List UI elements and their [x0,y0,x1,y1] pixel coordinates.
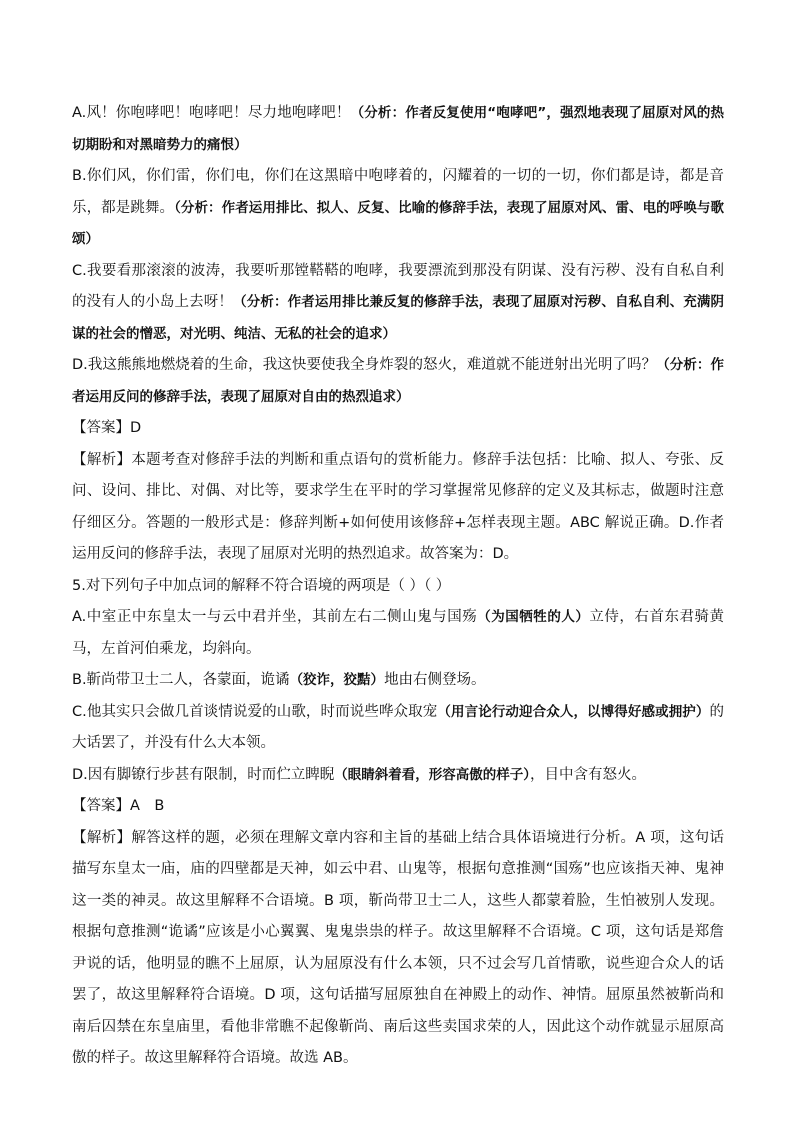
analysis-2 [72,823,724,1075]
q5-option-a-before: A.中室正中东皇太一与云中君并坐，其前左右二侧山鬼与国殇 [72,609,478,625]
q5-option-b [72,665,724,697]
option-a-analysis: （分析：作者反复使用“咆哮吧”，强烈地表现了屈原对风的热切期盼和对黑暗势力的痛恨） [72,105,724,153]
option-b [72,161,724,256]
analysis-2-text: 解答这样的题，必须在理解文章内容和主旨的基础上结合具体语境进行分析。A 项，这句话描写东皇太一庙，庙的四壁都是天神，如云中君、山鬼等，根据句意推测“国殇”也应该指天神、鬼神这一类的神灵。故这里解释不合语境。B 项，靳尚带卫士二人，这些人都蒙着脸，生怕被别人发现。根据句意推测“诡谲”应该是小心翼翼、鬼鬼祟祟的样子。故这里解释不合语境。C 项，这句话是郑詹尹说的话，他明显的瞧不上屈原，认为屈原没有什么本领，只不过会写几首情歌，说些迎合众人的话罢了，故这里解释符合语境。D 项，这句话描写屈原独自在神殿上的动作、神情。屈原虽然被靳尚和南后囚禁在东皇庙里，看他非常瞧不起像靳尚、南后这些卖国求荣的人，因此这个动作就显示屈原高傲的样子。故这里解释符合语境。故选 AB。 [72,829,725,1066]
option-d [72,350,724,413]
answer-1-value: D [130,420,142,436]
q5-option-c-after: 的大话罢了，并没有什么大本领。 [72,703,725,751]
option-c-text: C.我要看那滚滚的波涛，我要听那镗鞳鞳的咆哮，我要漂流到那没有阴谋、没有污秽、没有自私自利的没有人的小岛上去呀！ [72,262,724,310]
option-a-text: A.风！你咆哮吧！咆哮吧！尽力地咆哮吧！ [72,105,351,121]
answer-1 [72,413,724,445]
answer-1-label: 【答案】 [72,420,130,436]
q5-option-a [72,602,724,665]
q5-option-c-before: C.他其实只会做几首谈情说爱的山歌，时而说些哗众取宠 [72,703,438,720]
q5-option-b-after: 地由右侧登场。 [384,672,486,688]
question-5-text: 5.对下列句子中加点词的解释不符合语境的两项是（ ）（ ） [72,577,451,594]
answer-2-label: 【答案】 [72,798,130,814]
analysis-2-label: 【解析】 [72,829,132,846]
q5-option-d [72,760,724,792]
option-a [72,98,724,161]
q5-option-b-before: B.靳尚带卫士二人，各蒙面，诡谲 [72,672,290,688]
option-d-analysis: （分析：作者运用反问的修辞手法，表现了屈原对自由的热烈追求） [72,357,724,405]
option-b-analysis: （分析：作者运用排比、拟人、反复、比喻的修辞手法，表现了屈原对风、雷、电的呼唤与歌颂） [72,199,725,247]
answer-2 [72,791,724,823]
q5-option-d-note: （眼睛斜着看，形容高傲的样子） [334,766,531,783]
option-c [72,256,724,351]
q5-option-d-after: ，目中含有怒火。 [530,766,647,783]
analysis-1-text: 本题考查对修辞手法的判断和重点语句的赏析能力。修辞手法包括：比喻、拟人、夸张、反问、设问、排比、对偶、对比等，要求学生在平时的学习掌握常见修辞的定义及其标志，做题时注意仔细区分。答题的一般形式是：修辞判断+如何使用该修辞+怎样表现主题。ABC 解说正确。D.作者运用反问的修辞手法，表现了屈原对光明的热烈追求。故答案为：D。 [72,451,725,562]
question-5 [72,571,724,603]
q5-option-d-before: D.因有脚镣行步甚有限制，时而伫立睥睨 [72,766,335,783]
option-b-text: B.你们风，你们雷，你们电，你们在这黑暗中咆哮着的，闪耀着的一切的一切，你们都是诗，都是音乐，都是跳舞。 [72,168,724,216]
option-d-text: D.我这熊熊地燃烧着的生命，我这快要使我全身炸裂的怒火，难道就不能迸射出光明了吗？ [72,357,657,373]
q5-option-a-note: （为国牺牲的人） [477,609,590,625]
answer-2-value: A B [130,798,165,814]
q5-option-c-note: （用言论行动迎合众人，以博得好感或拥护） [437,703,710,720]
document-page [72,98,724,1075]
analysis-1 [72,445,724,571]
analysis-1-label: 【解析】 [72,451,132,468]
q5-option-b-note: （狡诈，狡黠） [289,672,385,688]
q5-option-a-after: 立侍，右首东君骑黄马，左首河伯乘龙，均斜向。 [72,609,725,657]
option-c-analysis: （分析：作者运用排比兼反复的修辞手法，表现了屈原对污秽、自私自利、充满阴谋的社会的憎恶，对光明、纯洁、无私的社会的追求） [72,294,725,342]
q5-option-c [72,697,724,760]
